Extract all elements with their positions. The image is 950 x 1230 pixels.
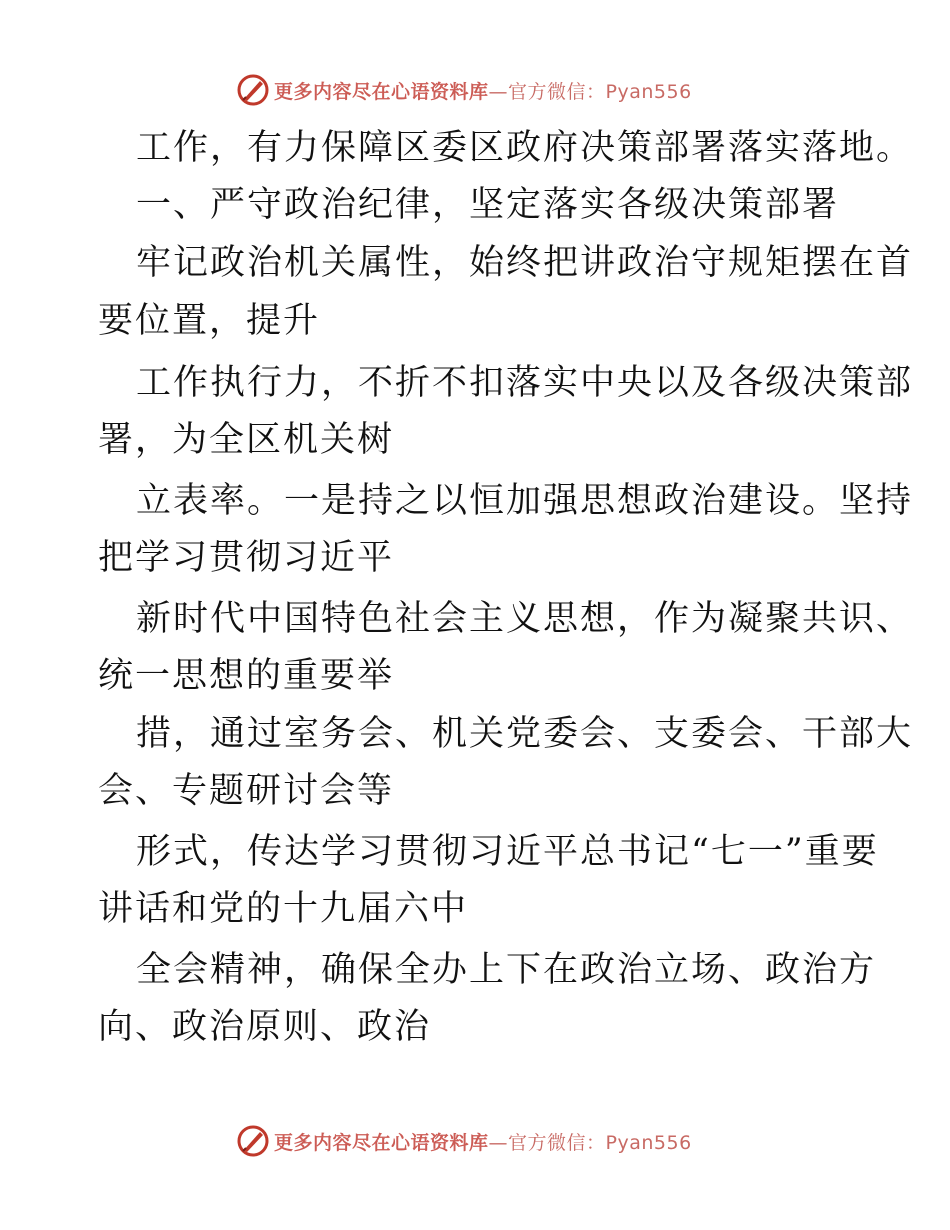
quill-logo-icon [236,73,270,107]
paragraph-line: 把学习贯彻习近平 [98,538,395,578]
watermark-contact: 官方微信：Pyan556 [508,1131,692,1154]
quill-logo-icon [236,1124,270,1158]
paragraph-line: 工作执行力，不折不扣落实中央以及各级决策部 [136,363,914,403]
watermark-contact: 官方微信：Pyan556 [508,80,692,103]
section-heading: 一、严守政治纪律，坚定落实各级决策部署 [136,185,840,225]
paragraph-line: 向、政治原则、政治 [98,1007,432,1047]
footer-watermark [236,1123,692,1159]
paragraph-line: 立表率。一是持之以恒加强思想政治建设。坚持 [136,481,914,521]
watermark-text [274,1128,692,1155]
paragraph-line: 牢记政治机关属性，始终把讲政治守规矩摆在首 [136,243,914,283]
paragraph-line: 会、专题研讨会等 [98,771,395,811]
watermark-brand: 更多内容尽在心语资料库 [274,80,489,103]
paragraph-line: 署，为全区机关树 [98,420,395,460]
watermark-text [274,77,692,104]
paragraph-line: 形式，传达学习贯彻习近平总书记“七一”重要 [136,832,879,872]
paragraph-line: 措，通过室务会、机关党委会、支委会、干部大 [136,714,914,754]
watermark-brand: 更多内容尽在心语资料库 [274,1131,489,1154]
watermark-separator: — [488,80,509,103]
watermark-separator: — [488,1131,509,1154]
paragraph-line: 新时代中国特色社会主义思想，作为凝聚共识、 [136,599,914,639]
header-watermark [236,72,692,108]
paragraph-line: 统一思想的重要举 [98,656,395,696]
paragraph-line: 要位置，提升 [98,301,321,341]
paragraph-line: 工作，有力保障区委区政府决策部署落实落地。 [136,128,914,168]
paragraph-line: 讲话和党的十九届六中 [98,889,469,929]
paragraph-line: 全会精神，确保全办上下在政治立场、政治方 [136,950,877,990]
